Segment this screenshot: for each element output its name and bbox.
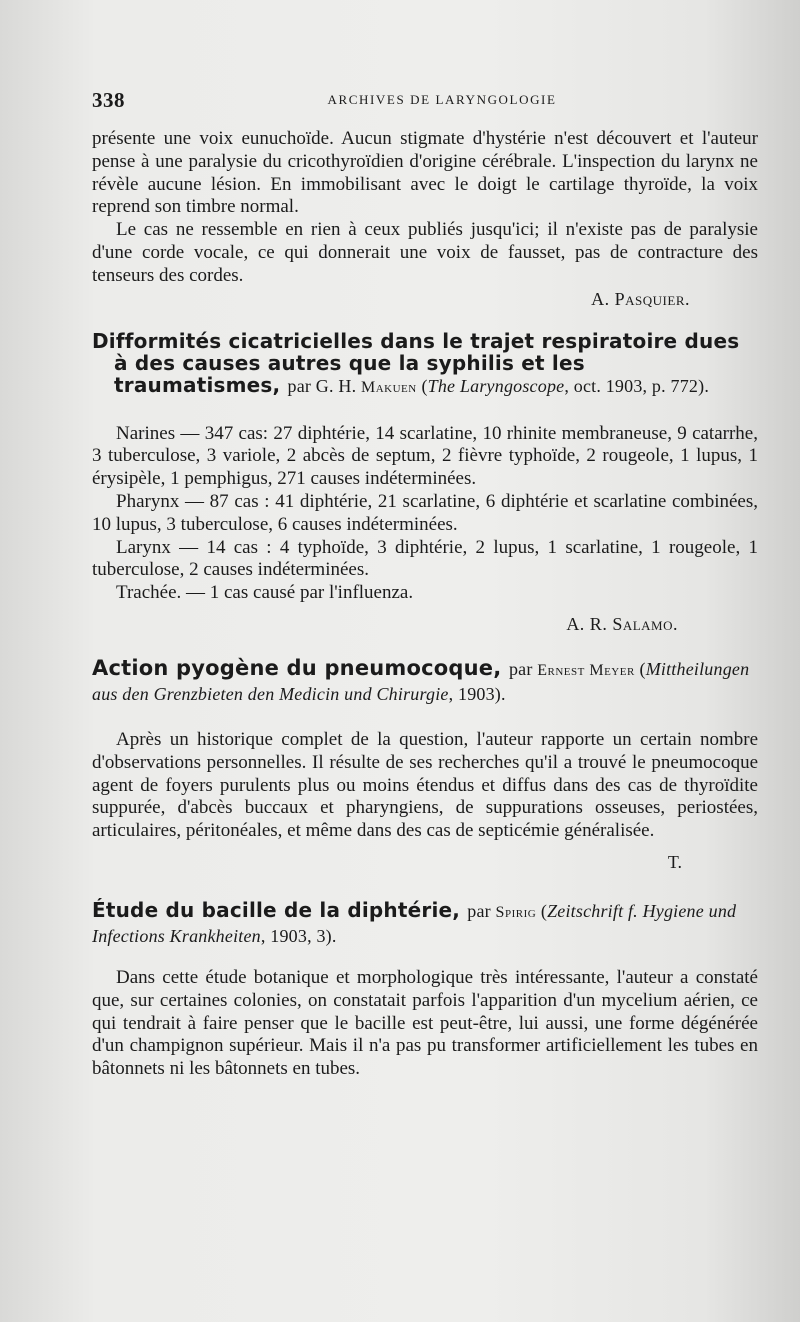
article1-signature: A. R. Salamo.	[566, 613, 678, 634]
article2-title: Action pyogène du pneumocoque,	[92, 655, 502, 680]
intro-paragraph-2: Le cas ne ressemble en rien à ceux publiés jusqu'ici; il n'existe pas de paralysie d'une corde vocale, ce qui donnerait une voix de fausset, pas de contracture des tenseurs des cordes.	[92, 219, 758, 286]
article1-source: , oct. 1903, p. 772).	[564, 375, 710, 396]
article2-by: par	[508, 658, 533, 679]
article1-paragraph-4: Trachée. — 1 cas causé par l'influenza.	[116, 582, 414, 604]
article2-author: Ernest Meyer	[537, 661, 635, 679]
article1-title: Difformités cicatricielles dans le trajet respiratoire dues à des causes autres que la syphilis et les traumatismes,	[92, 328, 740, 397]
article3-author: Spirig	[495, 903, 537, 921]
article3-paragraph-1: Dans cette étude botanique et morphologique très intéressante, l'auteur a constaté que, sur certaines colonies, on constatait parfois l'apparition d'un mycelium aérien, ce qui tendrait à faire penser que le bacille est peut-être, lui aussi, une forme dégénérée d'un champignon supérieur. Mais il n'a pas pu transformer artificiellement les tubes en bâtonnets ni les bâtonnets en tubes.	[92, 966, 758, 1080]
intro-paragraph-1: présente une voix eunuchoïde. Aucun stigmate d'hystérie n'est découvert et l'auteur pense à une paralysie du cricothyroïdien d'origine cérébrale. L'inspection du larynx ne révèle aucune lésion. En immobilisant avec le doigt le cartilage thyroïde, la voix reprend son timbre normal.	[92, 128, 758, 218]
article3-heading: Étude du bacille de la diphtérie, par Spirig (Zeitschrift f. Hygiene und Infections Krankheiten, 1903, 3).	[92, 897, 737, 946]
article3-source: , 1903, 3).	[260, 925, 337, 946]
article3-title: Étude du bacille de la diphtérie,	[92, 897, 461, 922]
running-head: ARCHIVES DE LARYNGOLOGIE	[327, 92, 557, 107]
article1-author: Makuen	[361, 378, 417, 396]
article2-paragraph-1: Après un historique complet de la question, l'auteur rapporte un certain nombre d'observations personnelles. Il résulte de ses recherches qu'il a trouvé le pneumocoque agent de foyers purulents plus ou moins étendus et diffus dans des cas de thyroïdite suppurée, d'abcès buccaux et pharyngiens, de suppurations osseuses, periostées, articulaires, péritonéales, et même dans des cas de septicémie généralisée.	[92, 728, 758, 842]
article1-paragraph-1: Narines — 347 cas: 27 diphtérie, 14 scarlatine, 10 rhinite membraneuse, 9 catarrhe, 3 tuberculose, 3 variole, 2 abcès de septum, 2 fièvre typhoïde, 2 rougeole, 1 lupus, 1 érysipèle, 1 pemphigus, 271 causes indéterminées.	[92, 422, 758, 490]
article2-source: , 1903).	[448, 683, 506, 704]
article1-paragraph-2: Pharynx — 87 cas : 41 diphtérie, 21 scarlatine, 6 diphtérie et scarlatine combinées, 10 lupus, 3 tuberculose, 6 causes indéterminées.	[92, 490, 758, 535]
article2-heading: Action pyogène du pneumocoque, par Ernest Meyer (Mittheilungen aus den Grenzbieten den Medicin und Chirurgie, 1903).	[92, 655, 750, 704]
intro-signature: A. Pasquier.	[591, 288, 690, 309]
page-body	[92, 128, 758, 1081]
article2-signature: T.	[667, 851, 682, 872]
article2-journal: Mittheilungen aus den Grenzbieten den Medicin und Chirurgie	[92, 658, 750, 704]
article3-journal: Zeitschrift f. Hygiene und Infections Krankheiten	[92, 900, 737, 946]
article1-journal: The Laryngoscope	[427, 375, 565, 396]
article1-by: par G. H.	[287, 375, 357, 396]
page-header	[92, 88, 752, 118]
article3-by: par	[467, 900, 491, 921]
article1-paragraph-3: Larynx — 14 cas : 4 typhoïde, 3 diphtérie, 2 lupus, 1 scarlatine, 1 rougeole, 1 tuberculose, 2 causes indéterminées.	[92, 536, 758, 581]
article1-heading: Difformités cicatricielles dans le trajet respiratoire dues à des causes autres que la syphilis et les traumatismes, par G. H. Makuen (The Laryngoscope, oct. 1903, p. 772).	[92, 328, 740, 397]
page-number: 338	[92, 88, 125, 112]
